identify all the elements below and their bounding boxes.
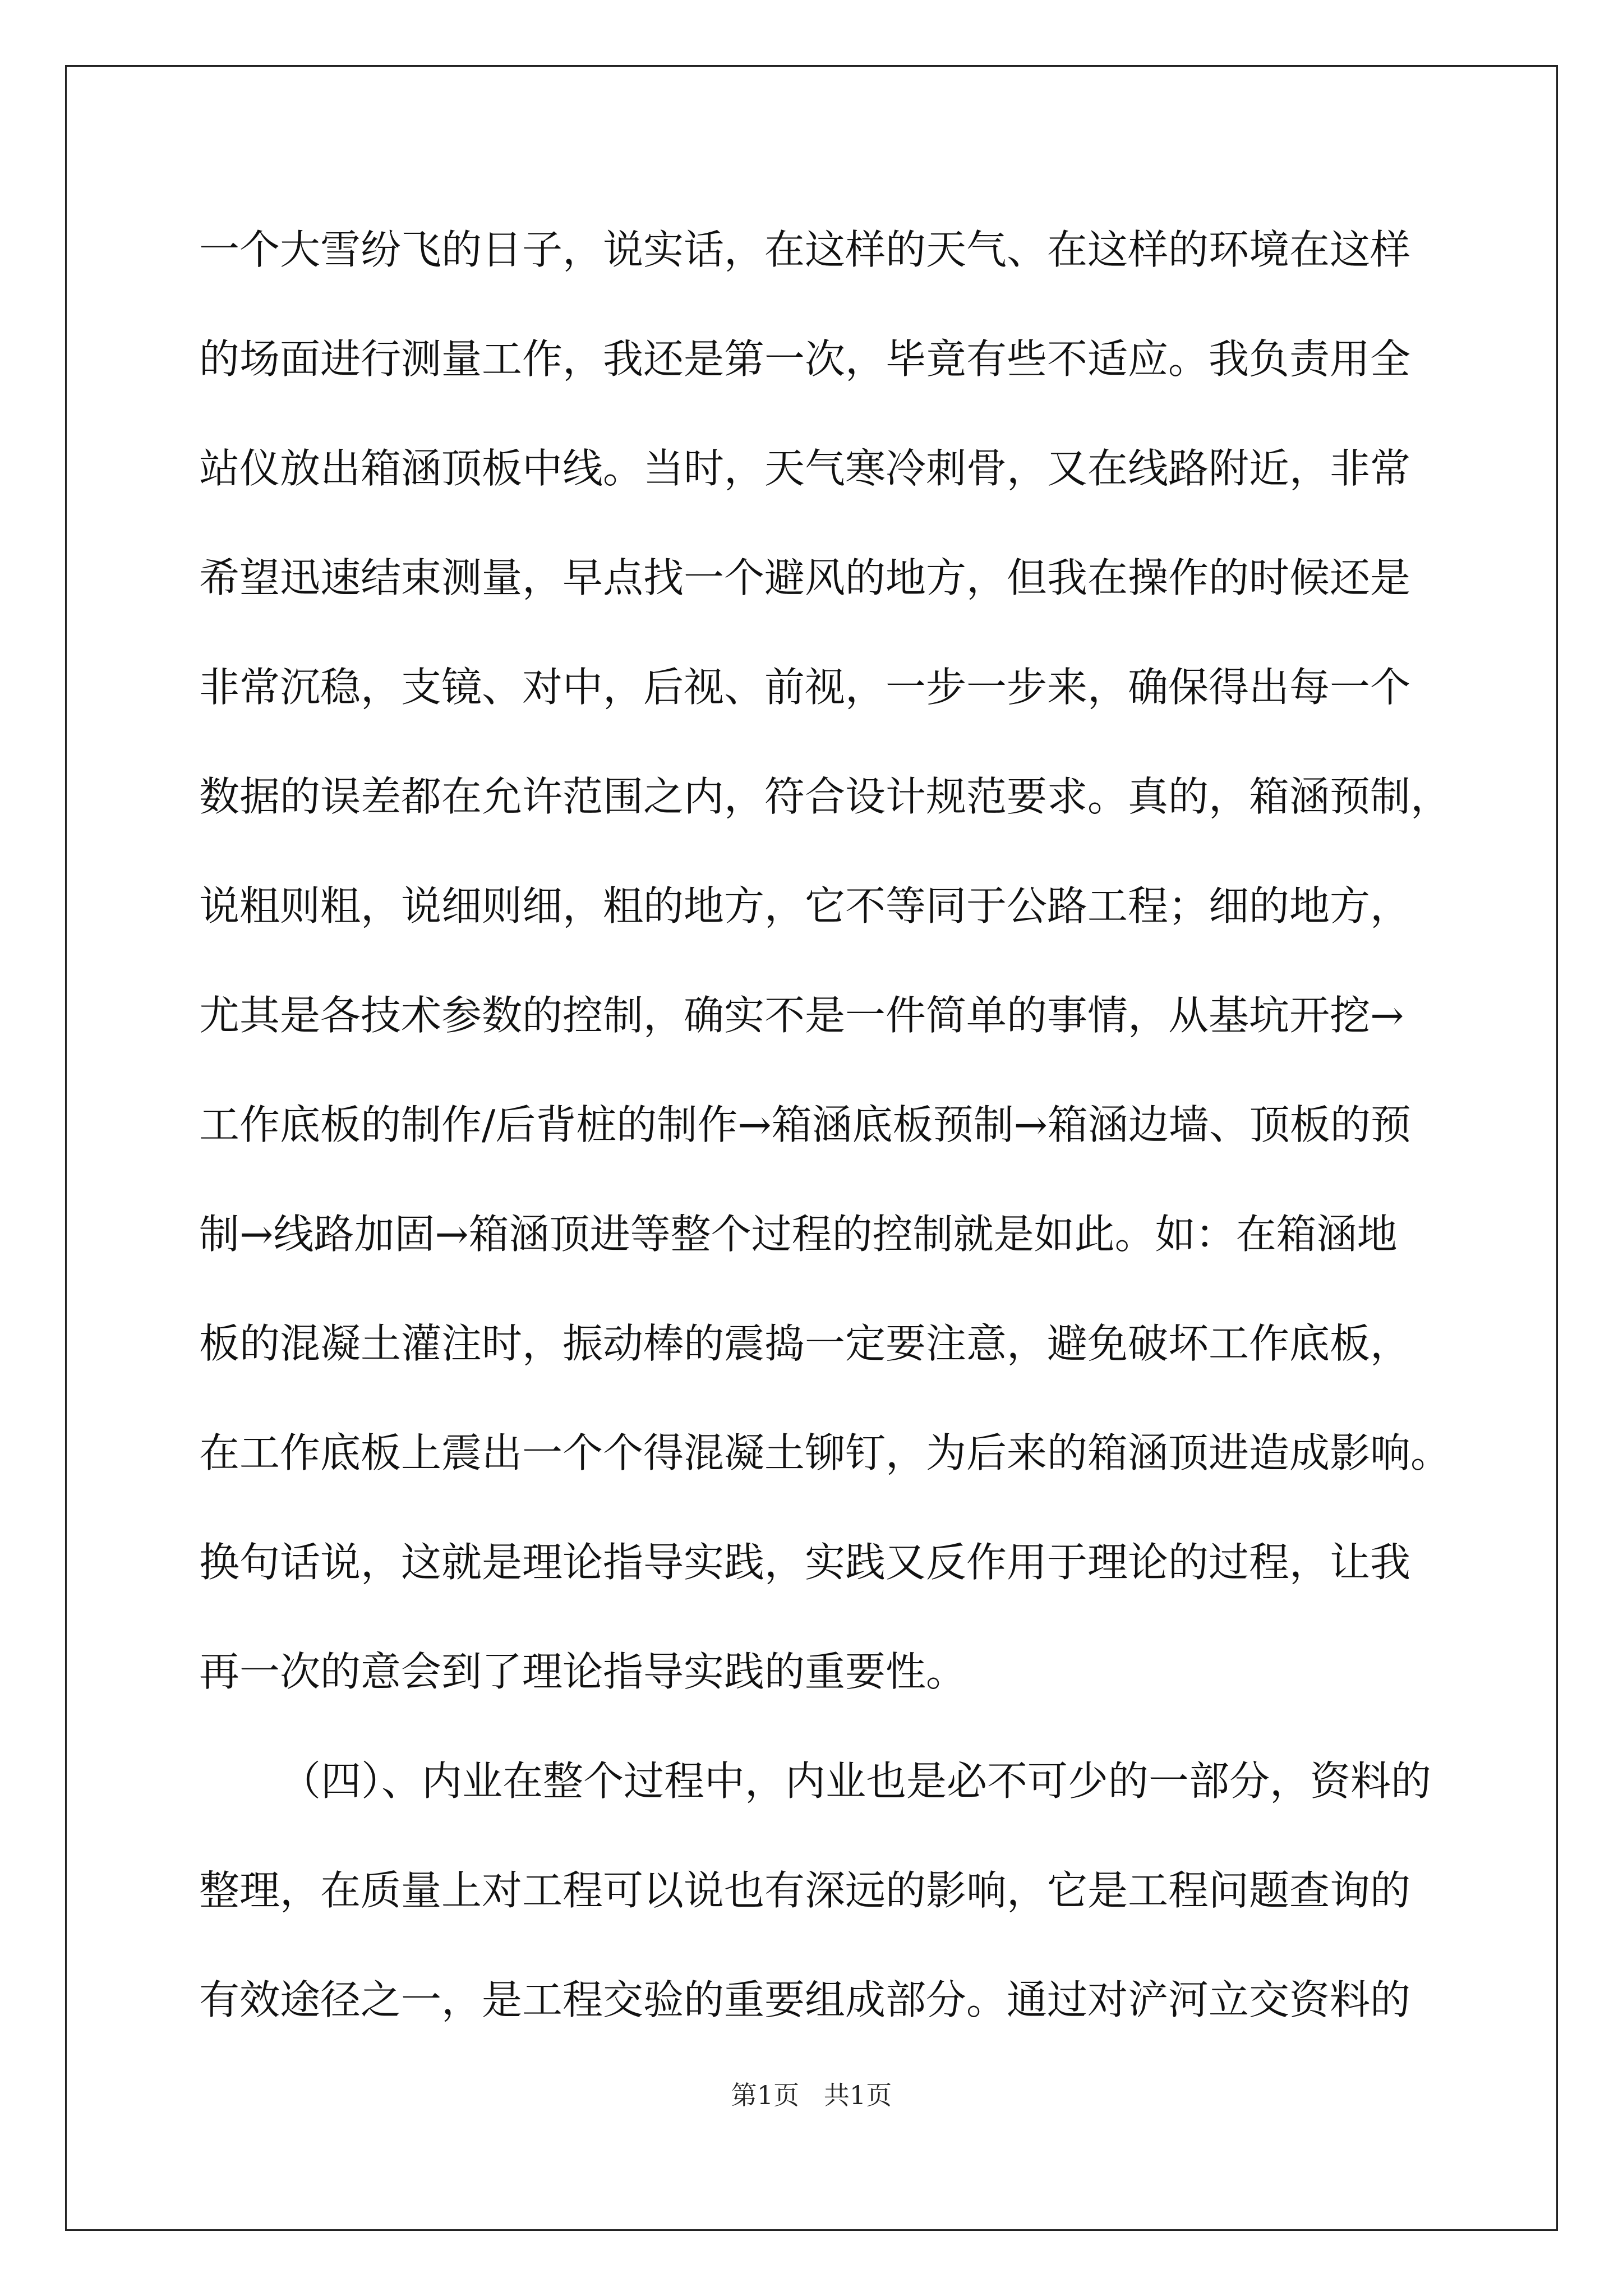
text-line: 在工作底板上震出一个个得混凝土铆钉，为后来的箱涵顶进造成影响。 (199, 1429, 1451, 1476)
paragraph-heading-line: （四）、内业在整个过程中，内业也是必不可少的一部分，资料的 (280, 1757, 1432, 1805)
text-line: 整理，在质量上对工程可以说也有深远的影响，它是工程问题查询的 (199, 1867, 1411, 1914)
text-line: 数据的误差都在允许范围之内，符合设计规范要求。真的，箱涵预制， (199, 773, 1451, 820)
text-line: 工作底板的制作/后背桩的制作→箱涵底板预制→箱涵边墙、顶板的预 (199, 1101, 1411, 1148)
text-line: 一个大雪纷飞的日子，说实话，在这样的天气、在这样的环境在这样 (199, 226, 1411, 273)
text-line: 说粗则粗，说细则细，粗的地方，它不等同于公路工程；细的地方， (199, 882, 1411, 930)
text-line: 制→线路加固→箱涵顶进等整个过程的控制就是如此。如：在箱涵地 (199, 1211, 1398, 1258)
text-line: 板的混凝土灌注时，振动棒的震捣一定要注意，避免破坏工作底板， (199, 1320, 1411, 1367)
text-line: 有效途径之一，是工程交验的重要组成部分。通过对浐河立交资料的 (199, 1976, 1411, 2023)
page-number-footer: 第1页 共1页 (731, 2080, 892, 2110)
text-line: 再一次的意会到了理论指导实践的重要性。 (199, 1648, 967, 1695)
text-line: 的场面进行测量工作，我还是第一次，毕竟有些不适应。我负责用全 (199, 335, 1411, 383)
text-line: 尤其是各技术参数的控制，确实不是一件简单的事情，从基坑开挖→ (199, 992, 1404, 1039)
text-line: 站仪放出箱涵顶板中线。当时，天气寒冷刺骨，又在线路附近，非常 (199, 445, 1411, 492)
text-line: 希望迅速结束测量，早点找一个避风的地方，但我在操作的时候还是 (199, 554, 1411, 601)
text-line: 非常沉稳，支镜、对中，后视、前视，一步一步来，确保得出每一个 (199, 664, 1411, 711)
text-line: 换句话说，这就是理论指导实践，实践又反作用于理论的过程，让我 (199, 1539, 1411, 1586)
